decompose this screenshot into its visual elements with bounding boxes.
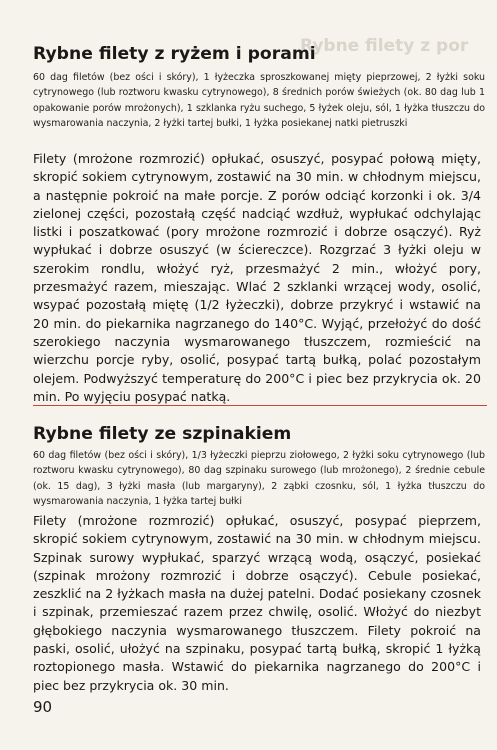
recipe-title-1: Rybne filety z ryżem i porami (33, 44, 316, 64)
recipe-divider (33, 405, 487, 406)
recipe-method-1: Filety (mrożone rozmrozić) opłukać, osuszyć, posypać połową mięty, skropić sokiem cytrynowym, zostawić na 30 min. w chłodnym miejscu, a następnie pokroić na małe porcje. Z porów odciąć korzonki i ok. 3/4 zielonej części, pozostałą część nadciąć wzdłuż, wypłukać odchylając listki i poszatkować (pory mrożone rozmrozić i dobrze osączyć). Ryż wypłukać i dobrze osuszyć (w ściereczce). Rozgrzać 3 łyżki oleju w szerokim rondlu, włożyć ryż, przesmażyć 2 min., włożyć pory, przesmażyć razem, mieszając. Wlać 2 szklanki wrzącej wody, osolić, wsypać pozostałą miętę (1/2 łyżeczki), dobrze przykryć i wstawić na 20 min. do piekarnika nagrzanego do 140°C. Wyjąć, przełożyć do dość szerokiego naczynia wysmarowanego tłuszczem, rozmieścić na wierzchu porcje ryby, osolić, posypać tartą bułką, polać pozostałym olejem. Podwyższyć temperaturę do 200°C i piec bez przykrycia ok. 20 min. Po wyjęciu posypać natką. (33, 151, 481, 404)
page-number: 90 (33, 698, 53, 716)
recipe-title-2: Rybne filety ze szpinakiem (33, 424, 292, 444)
recipe-method-2: Filety (mrożone rozmrozić) opłukać, osuszyć, posypać pieprzem, skropić sokiem cytrynowym, zostawić na 30 min. w chłodnym miejscu. Szpinak surowy wypłukać, sparzyć wrzącą wodą, osączyć, posiekać (szpinak mrożony rozmrozić i dobrze osączyć). Cebule posiekać, zeszklić na 2 łyżkach masła na dużej patelni. Dodać posiekany czosnek i szpinak, przemieszać razem przez chwilę, osolić. Włożyć do niezbyt głębokiego naczynia wysmarowanego tłuszczem. Filety pokroić na paski, osolić, ułożyć na szpinaku, posypać tartą bułką, skropić 1 łyżką roztopionego masła. Wstawić do piekarnika nagrzanego do 200°C i piec bez przykrycia ok. 30 min. (33, 513, 481, 693)
recipe-ingredients-1: 60 dag filetów (bez ości i skóry), 1 łyżeczka sproszkowanej mięty pieprzowej, 2 łyżki soku cytrynowego (lub roztworu kwasku cytrynowego), 8 średnich porów świeżych (ok. 80 dag lub 1 opakowanie porów mrożonych), 1 szklanka ryżu suchego, 5 łyżek oleju, sól, 1 łyżka tłuszczu do wysmarowania naczynia, 2 łyżki tartej bułki, 1 łyżka posiekanej natki pietruszki (33, 72, 485, 130)
bleed-through-text: Rybne filety z por (300, 36, 469, 56)
recipe-ingredients-2: 60 dag filetów (bez ości i skóry), 1/3 łyżeczki pieprzu ziołowego, 2 łyżki soku cytrynowego (lub roztworu kwasku cytrynowego), 80 dag szpinaku surowego (lub mrożonego), 2 średnie cebule (ok. 15 dag), 3 łyżki masła (lub margaryny), 2 ząbki czosnku, sól, 1 łyżka tłuszczu do wysmarowania naczynia, 1 łyżka tartej bułki (33, 450, 485, 508)
